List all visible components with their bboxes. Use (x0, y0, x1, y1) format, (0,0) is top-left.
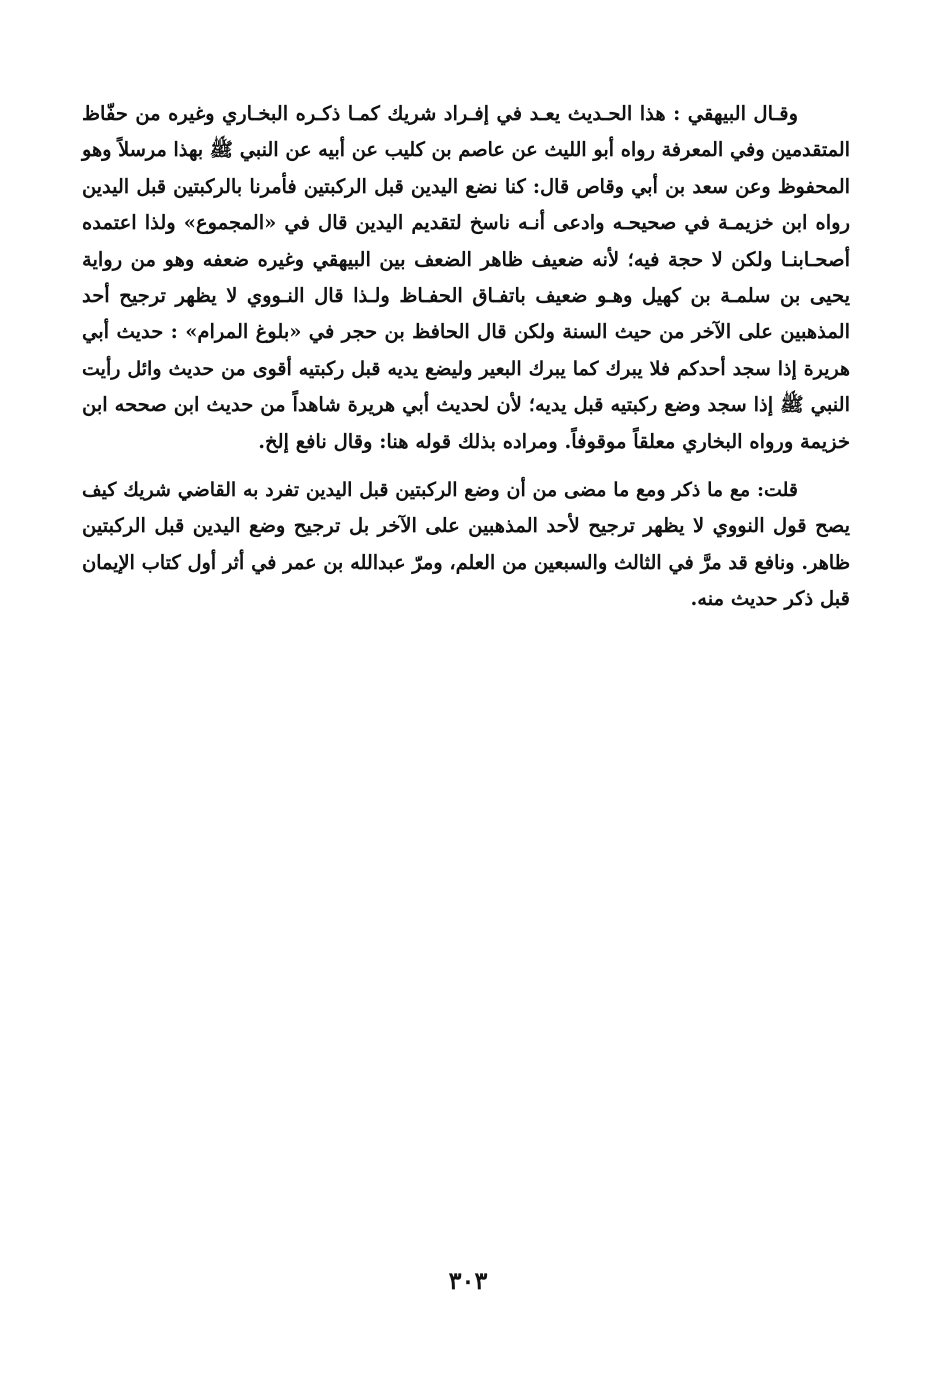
text-line: يصح قول النووي لا يظهر ترجيح لأحد المذهبين على الآخر بل ترجيح وضع اليدين قبل الركبتين (82, 514, 850, 538)
text-line: المحفوظ وعن سعد بن أبي وقاص قال: كنا نضع اليدين قبل الركبتين فأمرنا بالركبتين قبل اليدين (82, 174, 850, 198)
text-line: هريرة إذا سجد أحدكم فلا يبرك كما يبرك البعير وليضع يديه قبل ركبتيه أقوى من حديث وائل رأيت (82, 357, 850, 380)
text-line: النبي ﷺ إذا سجد وضع ركبتيه قبل يديه؛ لأن لحديث أبي هريرة شاهداً من حديث ابن صححه ابن (82, 393, 850, 417)
text-line: ظاهر. ونافع قد مرَّ في الثالث والسبعين من العلم، ومرّ عبدالله بن عمر في أثر أول كتاب الإيمان (82, 550, 850, 574)
text-line: المذهبين على الآخر من حيث السنة ولكن قال الحافظ بن حجر في «بلوغ المرام» : حديث أبي (82, 320, 850, 344)
text-line: يحيى بن سلمـة بن كهيل وهـو ضعيف باتفـاق الحفـاظ ولـذا قال النـووي لا يظهر ترجيح أحد (82, 283, 850, 307)
page-number: ٣٠٣ (448, 1266, 488, 1295)
text-line: قلت: مع ما ذكر ومع ما مضى من أن وضع الركبتين قبل اليدين تفرد به القاضي شريك كيف (82, 478, 798, 501)
text-line: المتقدمين وفي المعرفة رواه أبو الليث عن عاصم بن كليب عن أبيه عن النبي ﷺ بهذا مرسلاً وهو (82, 138, 850, 162)
text-line: قبل ذكر حديث منه. (690, 587, 850, 611)
text-line: أصحـابنـا ولكن لا حجة فيه؛ لأنه ضعيف ظاهر الضعف بين البيهقي وغيره ضعفه وهو من رواية (82, 247, 850, 271)
text-line: رواه ابن خزيمـة في صحيحـه وادعى أنـه ناسخ لتقديم اليدين قال في «المجموع» ولذا اعتمده (82, 211, 850, 235)
text-line: خزيمة ورواه البخاري معلقاً موقوفاً. ومراده بذلك قوله هنا: وقال نافع إلخ. (258, 429, 850, 453)
text-line: وقـال البيهقي : هذا الحـديث يعـد في إفـراد شريك كمـا ذكـره البخـاري وغيره من حفّاظ (82, 102, 798, 125)
paragraph-1 (82, 96, 850, 460)
paragraph-2 (82, 472, 850, 618)
page-body (82, 96, 850, 617)
